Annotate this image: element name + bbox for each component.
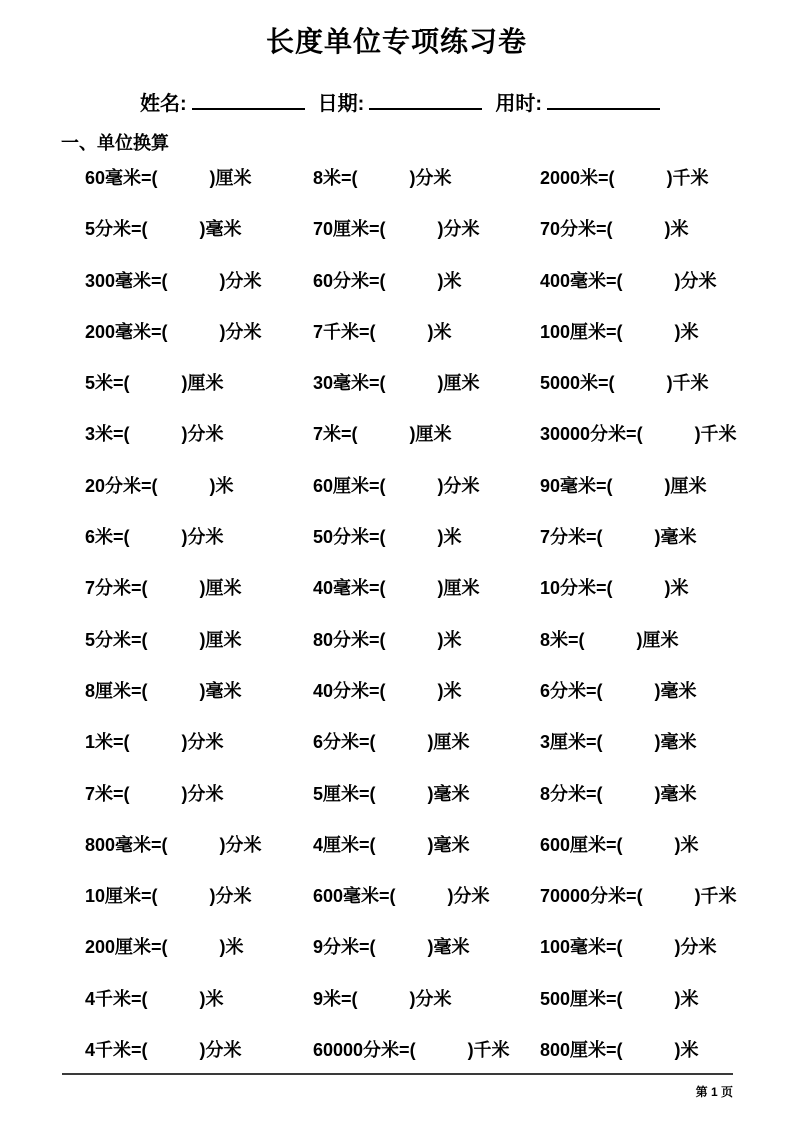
problem-suffix: )米 (437, 629, 462, 650)
problem-suffix: )米 (674, 834, 699, 855)
problem-prefix: 1米=( (85, 732, 130, 753)
problem-cell (540, 677, 793, 703)
problem-suffix: )分米 (674, 937, 717, 958)
problem-cell (540, 626, 793, 652)
problem-suffix: )米 (664, 219, 689, 240)
problem-suffix: )毫米 (654, 783, 697, 804)
problem-cell (313, 1036, 540, 1062)
problem-suffix: )米 (427, 321, 452, 342)
problem-prefix: 300毫米=( (85, 270, 168, 291)
problem-prefix: 3厘米=( (540, 732, 603, 753)
problem-prefix: 4千米=( (85, 988, 148, 1009)
problem-cell (313, 728, 540, 754)
problem-cell (85, 420, 313, 446)
problem-cell (85, 369, 313, 395)
problem-suffix: )厘米 (437, 578, 480, 599)
problem-cell (540, 472, 793, 498)
date-field-label: 日期: (317, 93, 365, 115)
problem-prefix: 100毫米=( (540, 937, 623, 958)
problem-suffix: )米 (664, 578, 689, 599)
problem-suffix: )千米 (666, 373, 709, 394)
problem-prefix: 5分米=( (85, 629, 148, 650)
problem-suffix: )分米 (409, 168, 452, 188)
problem-prefix: 800毫米=( (85, 834, 168, 855)
problem-cell (540, 728, 793, 754)
problem-suffix: )毫米 (427, 834, 470, 855)
problem-cell (313, 215, 540, 241)
problem-prefix: 500厘米=( (540, 988, 623, 1009)
problem-suffix: )分米 (219, 834, 262, 855)
problem-cell (85, 523, 313, 549)
problem-suffix: )分米 (219, 270, 262, 291)
problem-cell (85, 267, 313, 293)
problem-cell (540, 267, 793, 293)
problem-prefix: 8厘米=( (85, 680, 148, 701)
problem-cell (313, 472, 540, 498)
problem-suffix: )厘米 (427, 732, 470, 753)
problem-cell (85, 831, 313, 857)
problem-prefix: 90毫米=( (540, 475, 613, 496)
problem-cell (85, 780, 313, 806)
problem-prefix: 30000分米=( (540, 424, 643, 445)
problem-suffix: )毫米 (427, 937, 470, 958)
problem-cell (540, 420, 793, 446)
problem-cell (85, 933, 313, 959)
problem-cell (85, 626, 313, 652)
problem-prefix: 6米=( (85, 527, 130, 548)
problem-prefix: 8米=( (313, 168, 358, 188)
problem-prefix: 400毫米=( (540, 270, 623, 291)
problem-suffix: )米 (437, 680, 462, 701)
problem-prefix: 800厘米=( (540, 1040, 623, 1061)
problem-suffix: )米 (674, 988, 699, 1009)
problem-cell (313, 369, 540, 395)
problem-cell (85, 728, 313, 754)
problem-cell (540, 164, 793, 190)
problem-cell (313, 780, 540, 806)
problem-prefix: 60分米=( (313, 270, 386, 291)
problem-suffix: )分米 (181, 732, 224, 753)
problem-cell (85, 882, 313, 908)
problem-suffix: )厘米 (636, 629, 679, 650)
problem-cell (540, 985, 793, 1011)
problem-cell (540, 523, 793, 549)
problem-suffix: )米 (437, 270, 462, 291)
problem-cell (313, 831, 540, 857)
problem-suffix: )毫米 (654, 680, 697, 701)
problem-prefix: 6分米=( (540, 680, 603, 701)
problem-suffix: )毫米 (199, 219, 242, 240)
problem-suffix: )毫米 (199, 680, 242, 701)
problem-prefix: 70厘米=( (313, 219, 386, 240)
problem-cell (540, 574, 793, 600)
problem-cell (85, 574, 313, 600)
problem-suffix: )米 (437, 527, 462, 548)
problem-prefix: 7千米=( (313, 321, 376, 342)
problem-cell (313, 626, 540, 652)
problem-suffix: )米 (674, 1040, 699, 1061)
problem-cell (85, 215, 313, 241)
problem-cell (85, 472, 313, 498)
problem-suffix: )分米 (181, 783, 224, 804)
problem-cell (313, 318, 540, 344)
problem-prefix: 9米=( (313, 988, 358, 1009)
problem-prefix: 600厘米=( (540, 834, 623, 855)
problem-prefix: 7分米=( (540, 527, 603, 548)
problem-prefix: 80分米=( (313, 629, 386, 650)
problem-cell (313, 574, 540, 600)
problems-grid (85, 164, 793, 1087)
problem-cell (85, 318, 313, 344)
time-field-label: 用时: (495, 93, 543, 115)
problem-suffix: )千米 (467, 1040, 510, 1061)
problem-prefix: 100厘米=( (540, 321, 623, 342)
problem-suffix: )米 (219, 937, 244, 958)
problem-prefix: 70分米=( (540, 219, 613, 240)
problem-prefix: 20分米=( (85, 475, 158, 496)
problem-cell (85, 1036, 313, 1062)
problem-prefix: 7米=( (313, 424, 358, 445)
section-title: 一、单位换算 (61, 133, 169, 153)
problem-suffix: )米 (199, 988, 224, 1009)
problem-suffix: )米 (209, 475, 234, 496)
problem-cell (313, 164, 540, 190)
problem-suffix: )分米 (437, 219, 480, 240)
problem-prefix: 9分米=( (313, 937, 376, 958)
problem-suffix: )千米 (694, 424, 737, 445)
problem-suffix: )千米 (666, 168, 709, 188)
problem-suffix: )分米 (437, 475, 480, 496)
problem-prefix: 2000米=( (540, 168, 615, 188)
problem-cell (85, 164, 313, 190)
problem-prefix: 7米=( (85, 783, 130, 804)
problem-prefix: 7分米=( (85, 578, 148, 599)
problem-cell (85, 677, 313, 703)
problem-prefix: 10厘米=( (85, 886, 158, 907)
problem-cell (540, 369, 793, 395)
problem-prefix: 8分米=( (540, 783, 603, 804)
name-blank-line (192, 89, 305, 110)
problem-suffix: )分米 (181, 527, 224, 548)
problem-suffix: )毫米 (654, 527, 697, 548)
time-blank-line (547, 89, 660, 110)
problem-cell (540, 882, 793, 908)
problem-cell (540, 215, 793, 241)
problem-prefix: 5米=( (85, 373, 130, 394)
problem-prefix: 5分米=( (85, 219, 148, 240)
problem-prefix: 60厘米=( (313, 475, 386, 496)
problem-cell (540, 780, 793, 806)
problem-suffix: )厘米 (409, 424, 452, 445)
problem-prefix: 8米=( (540, 629, 585, 650)
problem-suffix: )分米 (181, 424, 224, 445)
problem-prefix: 40分米=( (313, 680, 386, 701)
problem-prefix: 10分米=( (540, 578, 613, 599)
problem-suffix: )厘米 (181, 373, 224, 394)
problem-cell (313, 985, 540, 1011)
problem-prefix: 6分米=( (313, 732, 376, 753)
problem-cell (313, 677, 540, 703)
problem-suffix: )分米 (209, 886, 252, 907)
problem-cell (313, 523, 540, 549)
problem-prefix: 60000分米=( (313, 1040, 416, 1061)
date-blank-line (369, 89, 482, 110)
problem-suffix: )厘米 (209, 168, 252, 188)
problem-cell (313, 882, 540, 908)
problem-cell (540, 831, 793, 857)
problem-prefix: 40毫米=( (313, 578, 386, 599)
page-number: 第 1 页 (695, 1085, 733, 1099)
problem-prefix: 5000米=( (540, 373, 615, 394)
problem-prefix: 60毫米=( (85, 168, 158, 188)
problem-cell (540, 318, 793, 344)
problem-prefix: 4厘米=( (313, 834, 376, 855)
problem-cell (313, 420, 540, 446)
problem-suffix: )分米 (199, 1040, 242, 1061)
problem-suffix: )毫米 (654, 732, 697, 753)
problem-suffix: )千米 (694, 886, 737, 907)
problem-suffix: )厘米 (199, 578, 242, 599)
problem-prefix: 600毫米=( (313, 886, 396, 907)
problem-suffix: )分米 (447, 886, 490, 907)
name-field-label: 姓名: (140, 93, 187, 115)
problem-suffix: )米 (674, 321, 699, 342)
problem-prefix: 30毫米=( (313, 373, 386, 394)
footer-divider (62, 1073, 733, 1075)
problem-prefix: 200厘米=( (85, 937, 168, 958)
problem-prefix: 4千米=( (85, 1040, 148, 1061)
problem-prefix: 70000分米=( (540, 886, 643, 907)
problem-suffix: )分米 (674, 270, 717, 291)
problem-suffix: )厘米 (437, 373, 480, 394)
problem-suffix: )分米 (409, 988, 452, 1009)
problem-suffix: )分米 (219, 321, 262, 342)
problem-cell (540, 1036, 793, 1062)
problem-prefix: 50分米=( (313, 527, 386, 548)
problem-cell (540, 933, 793, 959)
problem-suffix: )厘米 (199, 629, 242, 650)
problem-suffix: )毫米 (427, 783, 470, 804)
header-fields (140, 87, 793, 116)
problem-cell (313, 933, 540, 959)
problem-prefix: 3米=( (85, 424, 130, 445)
page-title: 长度单位专项练习卷 (265, 26, 527, 57)
problem-cell (85, 985, 313, 1011)
problem-cell (313, 267, 540, 293)
problem-prefix: 200毫米=( (85, 321, 168, 342)
problem-suffix: )厘米 (664, 475, 707, 496)
problem-prefix: 5厘米=( (313, 783, 376, 804)
